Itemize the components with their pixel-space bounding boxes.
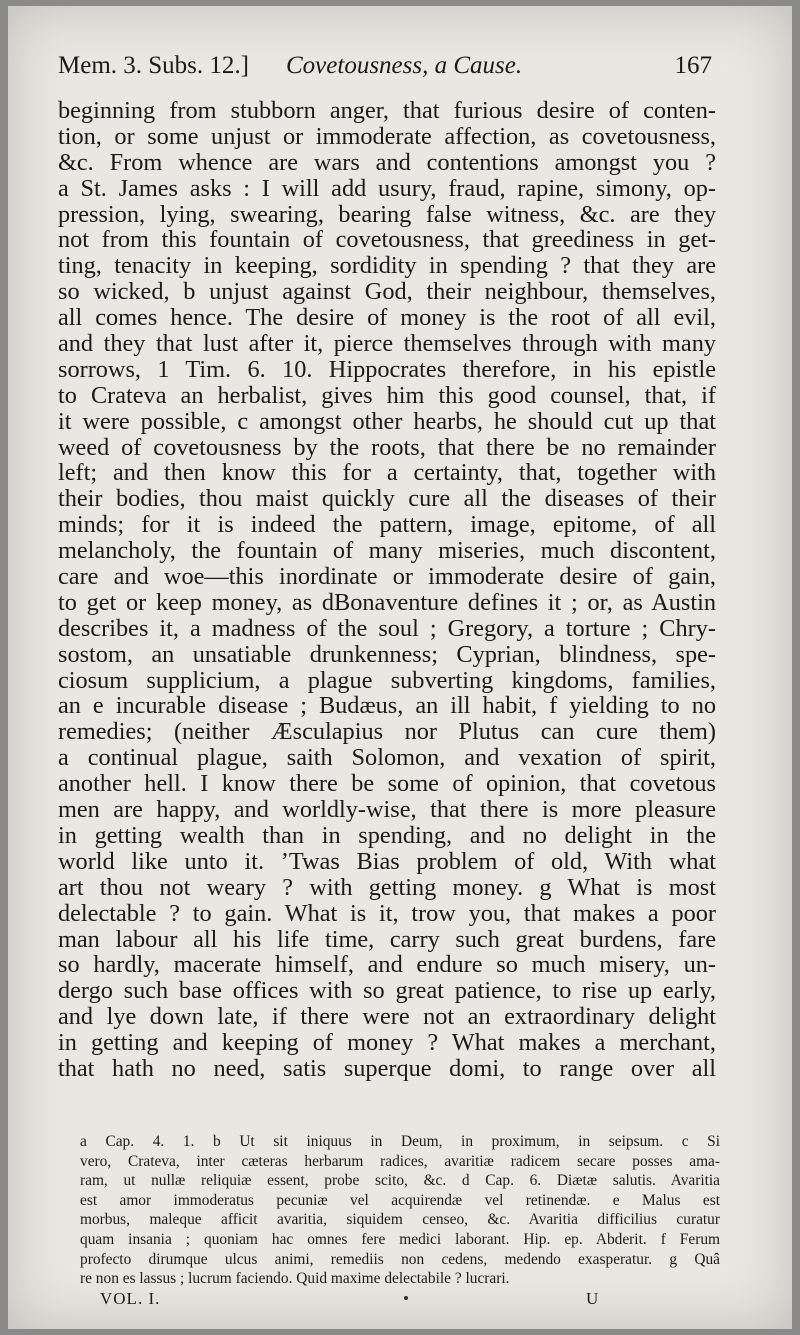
text-line: sostom, an unsatiable drunkenness; Cyprian, blindness, spe- (58, 640, 716, 668)
text-line: &c. From whence are wars and contentions amongst you ? (58, 148, 716, 176)
text-line: man labour all his life time, carry such great burdens, fare (58, 925, 716, 953)
footnote-line: ram, ut nullæ reliquiæ essent, probe scito, &c. d Cap. 6. Diætæ salutis. Avaritia (80, 1172, 720, 1190)
text-line: tion, or some unjust or immoderate affection, as covetousness, (58, 122, 716, 150)
book-page (8, 6, 792, 1329)
text-line: in getting and keeping of money ? What makes a merchant, (58, 1029, 716, 1057)
text-line: to Crateva an herbalist, gives him this good counsel, that, if (58, 381, 716, 409)
text-line: their bodies, thou maist quickly cure all the diseases of their (58, 485, 716, 513)
text-line: weed of covetousness by the roots, that there be no remainder (58, 433, 716, 461)
text-line: all comes hence. The desire of money is the root of all evil, (58, 304, 716, 332)
footnote-line: quam insania ; quoniam hac omnes fere medici laborant. Hip. ep. Abderit. f Ferum (80, 1230, 720, 1248)
footnote-line: re non es lassus ; lucrum faciendo. Quid maxime delectabile ? lucrari. (80, 1270, 510, 1288)
signature-mark: U (586, 1289, 599, 1308)
text-line: delectable ? to gain. What is it, trow you, that makes a poor (58, 899, 716, 927)
text-line: in getting wealth than in spending, and no delight in the (58, 821, 716, 849)
text-line: melancholy, the fountain of many miseries, much discontent, (58, 537, 716, 565)
text-line: an e incurable disease ; Budæus, an ill habit, f yielding to no (58, 692, 716, 720)
volume-signature: VOL. I. (100, 1289, 161, 1308)
text-line: that hath no need, satis superque domi, to range over all (58, 1054, 716, 1082)
text-line: a St. James asks : I will add usury, fraud, rapine, simony, op- (58, 174, 716, 202)
running-header (58, 52, 712, 86)
text-line: and lye down late, if there were not an extraordinary delight (58, 1003, 716, 1031)
text-line: remedies; (neither Æsculapius nor Plutus can cure them) (58, 718, 716, 746)
footnotes (80, 1132, 720, 1289)
footnote-line: profecto dirumque ulcus animi, remediis non cedens, medendo exasperatur. g Quâ (80, 1250, 720, 1268)
footnote-line: morbus, maleque afficit avaritia, siquidem censeo, &c. Avaritia difficilius curatur (80, 1211, 720, 1229)
text-line: sorrows, 1 Tim. 6. 10. Hippocrates therefore, in his epistle (58, 355, 716, 383)
text-line: care and woe—this inordinate or immoderate desire of gain, (58, 563, 716, 591)
text-line: dergo such base offices with so great patience, to rise up early, (58, 977, 716, 1005)
footnote-line: vero, Crateva, inter cæteras herbarum radices, avaritiæ radicem secare posses ama- (80, 1152, 720, 1170)
text-line: left; and then know this for a certainty, that, together with (58, 459, 716, 487)
text-line: a continual plague, saith Solomon, and vexation of spirit, (58, 744, 716, 772)
page-number: 167 (674, 52, 712, 79)
text-line: so wicked, b unjust against God, their neighbour, themselves, (58, 278, 716, 306)
text-line: men are happy, and worldly-wise, that there is more pleasure (58, 796, 716, 824)
text-line: pression, lying, swearing, bearing false witness, &c. are they (58, 200, 716, 228)
text-line: ting, tenacity in keeping, sordidity in spending ? that they are (58, 252, 716, 280)
text-line: to get or keep money, as dBonaventure defines it ; or, as Austin (58, 588, 716, 616)
section-reference: Mem. 3. Subs. 12.] (58, 52, 249, 79)
text-line: beginning from stubborn anger, that furious desire of conten- (58, 97, 716, 124)
text-line: another hell. I know there be some of opinion, that covetous (58, 770, 716, 798)
text-line: minds; for it is indeed the pattern, image, epitome, of all (58, 511, 716, 539)
text-line: so hardly, macerate himself, and endure so much misery, un- (58, 951, 716, 979)
text-line: it were possible, c amongst other hearbs, he should cut up that (58, 407, 716, 435)
body-text (58, 98, 716, 1082)
text-line: art thou not weary ? with getting money. g What is most (58, 873, 716, 901)
text-line: not from this fountain of covetousness, that greediness in get- (58, 226, 716, 254)
running-title: Covetousness, a Cause. (286, 52, 523, 79)
footnote-line: a Cap. 4. 1. b Ut sit iniquus in Deum, in proximum, in seipsum. c Si (80, 1133, 720, 1150)
text-line: world like unto it. ’Twas Bias problem of old, With what (58, 847, 716, 875)
text-line: and they that lust after it, pierce themselves through with many (58, 330, 716, 358)
center-dot (404, 1296, 408, 1300)
text-line: ciosum supplicium, a plague subverting kingdoms, families, (58, 666, 716, 694)
text-line: describes it, a madness of the soul ; Gregory, a torture ; Chry- (58, 614, 716, 642)
footnote-line: est amor immoderatus pecuniæ vel acquirendæ vel retinendæ. e Malus est (80, 1191, 720, 1209)
